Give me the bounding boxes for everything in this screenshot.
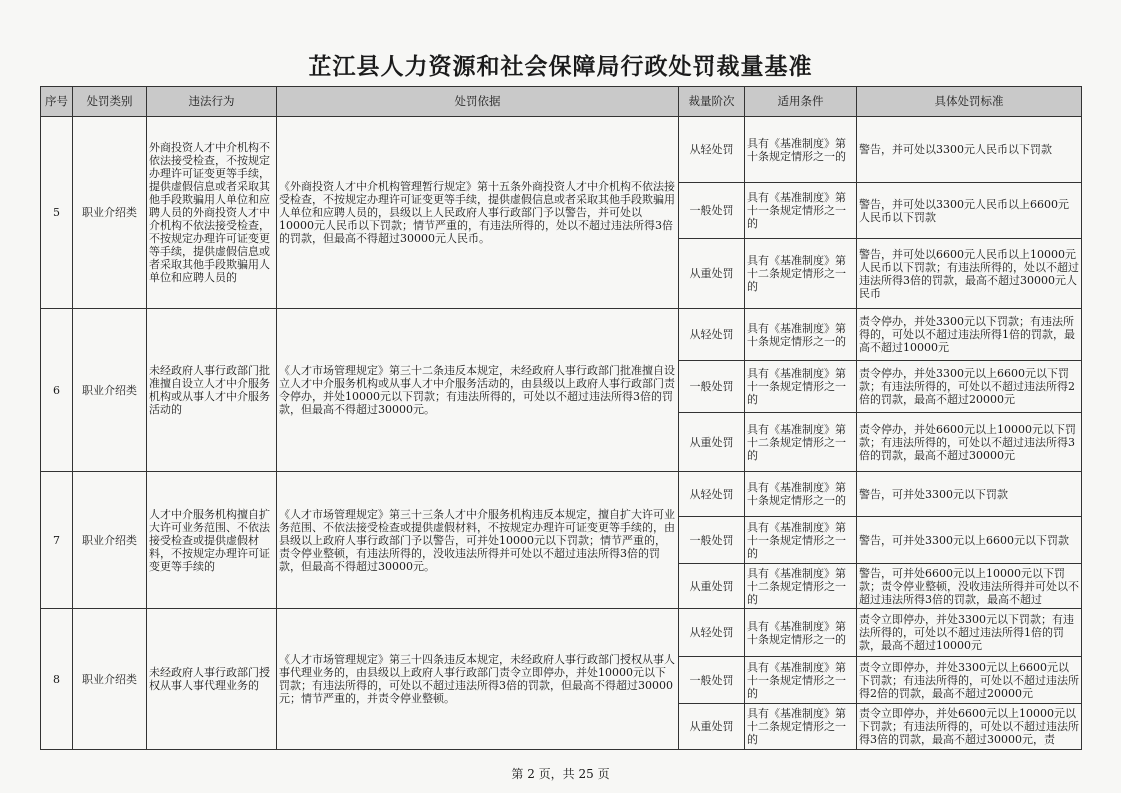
level-standard: 警告，可并处6600元以上10000元以下罚款；责令停业整顿，没收违法所得并可处以不超过违法所得3倍的罚款，最高不超过 [857, 564, 1082, 609]
level-standard: 警告，并可处以3300元人民币以下罚款 [857, 117, 1082, 183]
row-category: 职业介绍类 [73, 472, 147, 609]
level-heavy: 从重处罚 [679, 564, 745, 609]
row-violation: 未经政府人事行政部门授权从事人事代理业务的 [147, 609, 277, 750]
header-category: 处罚类别 [73, 87, 147, 117]
level-general: 一般处罚 [679, 361, 745, 413]
row-number: 6 [41, 309, 73, 472]
level-standard: 警告，可并处3300元以上6600元以下罚款 [857, 517, 1082, 564]
level-condition: 具有《基准制度》第十一条规定情形之一的 [745, 361, 857, 413]
level-standard: 警告，并可处以6600元人民币以上10000元人民币以下罚款；有违法所得的，处以不超过违法所得3倍的罚款，最高不超过30000元人民币 [857, 239, 1082, 309]
level-heavy: 从重处罚 [679, 704, 745, 750]
level-heavy: 从重处罚 [679, 239, 745, 309]
level-light: 从轻处罚 [679, 309, 745, 361]
table-row [41, 472, 1082, 517]
header-violation: 违法行为 [147, 87, 277, 117]
level-standard: 警告，并可处以3300元人民币以上6600元人民币以下罚款 [857, 183, 1082, 239]
row-category: 职业介绍类 [73, 117, 147, 309]
row-category: 职业介绍类 [73, 309, 147, 472]
table-row [41, 609, 1082, 657]
level-general: 一般处罚 [679, 517, 745, 564]
level-standard: 责令立即停办，并处3300元以下罚款；有违法所得的，可处以不超过违法所得1倍的罚款，最高不超过10000元 [857, 609, 1082, 657]
level-condition: 具有《基准制度》第十一条规定情形之一的 [745, 517, 857, 564]
level-standard: 责令停办，并处6600元以上10000元以下罚款；有违法所得的，可处以不超过违法所得3倍的罚款，最高不超过30000元 [857, 413, 1082, 472]
header-basis: 处罚依据 [277, 87, 679, 117]
level-standard: 责令立即停办，并处3300元以上6600元以下罚款；有违法所得的，可处以不超过违法所得2倍的罚款，最高不超过20000元 [857, 657, 1082, 704]
level-light: 从轻处罚 [679, 609, 745, 657]
level-heavy: 从重处罚 [679, 413, 745, 472]
level-condition: 具有《基准制度》第十二条规定情形之一的 [745, 704, 857, 750]
level-general: 一般处罚 [679, 183, 745, 239]
row-number: 8 [41, 609, 73, 750]
level-light: 从轻处罚 [679, 472, 745, 517]
row-basis: 《人才市场管理规定》第三十二条违反本规定，未经政府人事行政部门批准擅自设立人才中介服务机构或从事人才中介服务活动的，由县级以上政府人事行政部门责令停办，并处10000元以下罚款；有违法所得的，可处以不超过违法所得3倍的罚款，但最高不得超过30000元。 [277, 309, 679, 472]
row-number: 7 [41, 472, 73, 609]
level-light: 从轻处罚 [679, 117, 745, 183]
header-level: 裁量阶次 [679, 87, 745, 117]
level-condition: 具有《基准制度》第十二条规定情形之一的 [745, 239, 857, 309]
table-row [41, 117, 1082, 183]
level-condition: 具有《基准制度》第十条规定情形之一的 [745, 309, 857, 361]
row-violation: 人才中介服务机构擅自扩大许可业务范围、不依法接受检查或提供虚假材料，不按规定办理许可证变更等手续的 [147, 472, 277, 609]
header-condition: 适用条件 [745, 87, 857, 117]
level-condition: 具有《基准制度》第十条规定情形之一的 [745, 472, 857, 517]
level-condition: 具有《基准制度》第十条规定情形之一的 [745, 117, 857, 183]
level-condition: 具有《基准制度》第十二条规定情形之一的 [745, 564, 857, 609]
row-basis: 《人才市场管理规定》第三十三条人才中介服务机构违反本规定，擅自扩大许可业务范围、不依法接受检查或提供虚假材料，不按规定办理许可证变更等手续的，由县级以上政府人事行政部门予以警告，可并处10000元以下罚款；情节严重的，责令停业整顿，有违法所得的，没收违法所得并可处以不超过违法所得3倍的罚款，但最高不得超过30000元。 [277, 472, 679, 609]
row-basis: 《人才市场管理规定》第三十四条违反本规定，未经政府人事行政部门授权从事人事代理业务的，由县级以上政府人事行政部门责令立即停办，并处10000元以下罚款；有违法所得的，可处以不超过违法所得3倍的罚款，但最高不得超过30000元；情节严重的，并责令停业整顿。 [277, 609, 679, 750]
level-condition: 具有《基准制度》第十条规定情形之一的 [745, 609, 857, 657]
penalty-table [40, 86, 1082, 750]
row-category: 职业介绍类 [73, 609, 147, 750]
level-general: 一般处罚 [679, 657, 745, 704]
level-standard: 责令停办，并处3300元以下罚款；有违法所得的，可处以不超过违法所得1倍的罚款，最高不超过10000元 [857, 309, 1082, 361]
level-standard: 责令停办，并处3300元以上6600元以下罚款；有违法所得的，可处以不超过违法所得2倍的罚款，最高不超过20000元 [857, 361, 1082, 413]
row-number: 5 [41, 117, 73, 309]
level-standard: 责令立即停办，并处6600元以上10000元以下罚款；有违法所得的，可处以不超过违法所得3倍的罚款，最高不超过30000元，责 [857, 704, 1082, 750]
level-condition: 具有《基准制度》第十一条规定情形之一的 [745, 657, 857, 704]
table-header-row [41, 87, 1082, 117]
level-condition: 具有《基准制度》第十一条规定情形之一的 [745, 183, 857, 239]
header-number: 序号 [41, 87, 73, 117]
row-violation: 未经政府人事行政部门批准擅自设立人才中介服务机构或从事人才中介服务活动的 [147, 309, 277, 472]
row-violation: 外商投资人才中介机构不依法接受检查，不按规定办理许可证变更等手续，提供虚假信息或者采取其他手段欺骗用人单位和应聘人员的外商投资人才中介机构不依法接受检查，不按规定办理许可证变更等手续，提供虚假信息或者采取其他手段欺骗用人单位和应聘人员的 [147, 117, 277, 309]
page-title: 芷江县人力资源和社会保障局行政处罚裁量基准 [308, 54, 813, 80]
row-basis: 《外商投资人才中介机构管理暂行规定》第十五条外商投资人才中介机构不依法接受检查，不按规定办理许可证变更等手续，提供虚假信息或者采取其他手段欺骗用人单位和应聘人员的，县级以上人民政府人事行政部门予以警告，并可处以10000元人民币以下罚款；情节严重的，有违法所得的，处以不超过违法所得3倍的罚款，但最高不得超过30000元人民币。 [277, 117, 679, 309]
page-footer: 第 2 页，共 25 页 [511, 767, 610, 781]
level-standard: 警告，可并处3300元以下罚款 [857, 472, 1082, 517]
level-condition: 具有《基准制度》第十二条规定情形之一的 [745, 413, 857, 472]
header-standard: 具体处罚标准 [857, 87, 1082, 117]
table-row [41, 309, 1082, 361]
